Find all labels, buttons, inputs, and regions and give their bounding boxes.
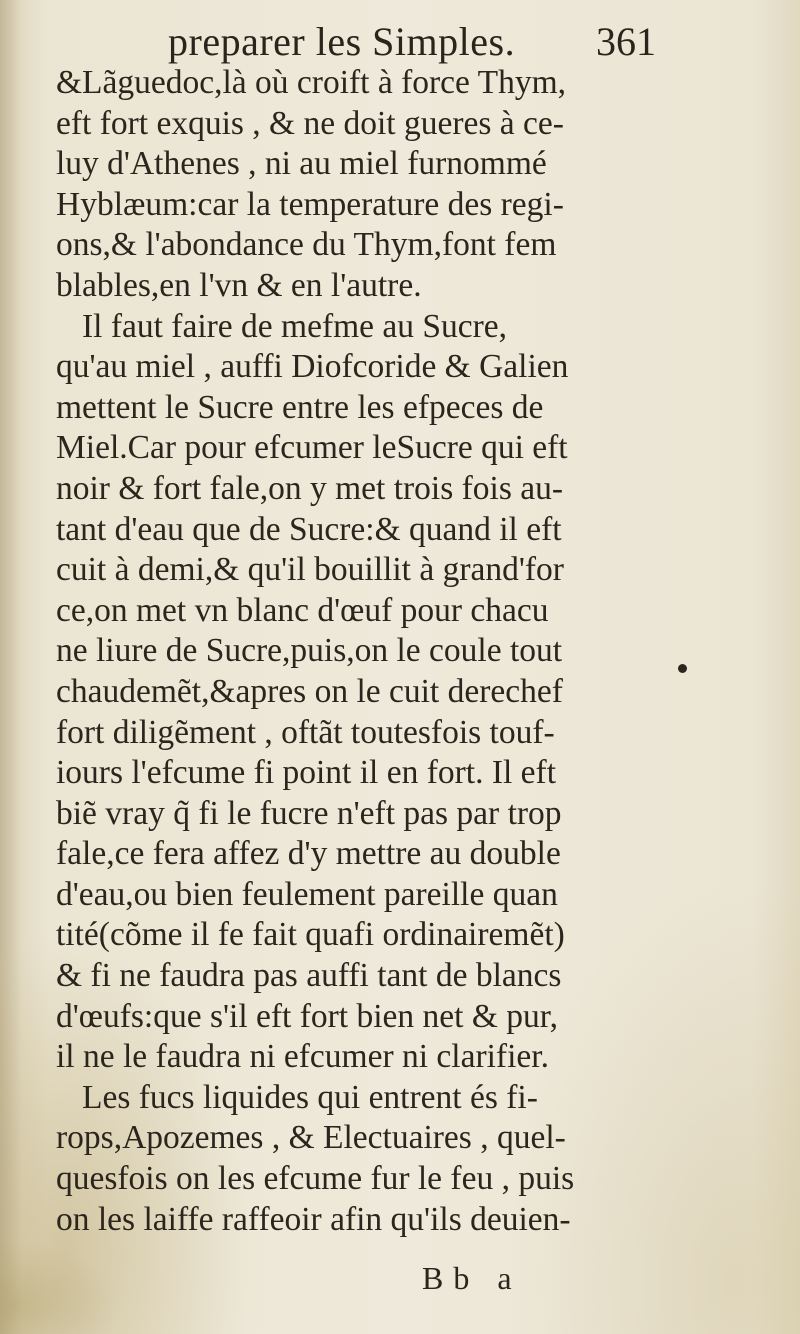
margin-ink-dot [678,664,687,673]
text-line: fale,ce fera affez d'y mettre au double [56,835,561,873]
text-line: blables,en l'vn & en l'autre. [56,266,422,304]
text-line: d'œufs:que s'il eft fort bien net & pur, [56,997,558,1035]
text-line: mettent le Sucre entre les efpeces de [56,388,544,426]
text-line: & fi ne faudra pas auffi tant de blancs [56,957,562,995]
text-line: chaudemẽt,&apres on le cuit derechef [56,672,563,710]
text-line: quesfois on les efcume fur le feu , puis [56,1160,575,1198]
text-line: il ne le faudra ni efcumer ni clarifier. [56,1038,549,1076]
text-line: d'eau,ou bien feulement pareille quan [56,875,558,913]
text-line: &Lãguedoc,là où croift à force Thym, [56,64,567,101]
paragraph-start-line: Les fucs liquides qui entrent és fi- [82,1078,538,1116]
text-line: on les laiffe raffeoir afin qu'ils deuien- [56,1200,571,1238]
text-line: Hyblæum:car la temperature des regi- [56,185,564,223]
text-line: Miel.Car pour efcumer leSucre qui eft [56,429,568,467]
text-line: noir & fort fale,on y met trois fois au- [56,469,564,507]
text-line: eft fort exquis , & ne doit gueres à ce- [56,104,564,142]
body-text [56,63,756,1240]
paragraph-start-line: Il faut faire de mefme au Sucre, [82,307,508,345]
page-number: 361 [596,19,656,64]
text-line: ce,on met vn blanc d'œuf pour chacu [56,591,549,629]
text-line: cuit à demi,& qu'il bouillit à grand'for [56,551,564,589]
text-line: tant d'eau que de Sucre:& quand il eft [56,510,562,548]
page-header [0,14,800,66]
text-line: ne liure de Sucre,puis,on le coule tout [56,632,563,670]
text-line: qu'au miel , auffi Diofcoride & Galien [56,348,569,386]
text-line: ons,& l'abondance du Thym,font fem [56,226,557,264]
gutter-shadow [0,0,22,1334]
text-line: biẽ vray q̃ fi le fucre n'eft pas par trop [56,794,562,832]
paper-stain [0,1240,120,1334]
running-title: preparer les Simples. [168,19,516,64]
text-line: tité(cõme il fe fait quafi ordinairemẽt) [56,916,565,954]
text-line: fort diligẽment , oftãt toutesfois touf- [56,713,555,751]
text-line: iours l'efcume fi point il en fort. Il eft [56,754,557,792]
text-line: rops,Apozemes , & Electuaires , quel- [56,1119,566,1157]
text-line: luy d'Athenes , ni au miel furnommé [56,145,547,183]
signature-mark: Bb a [422,1260,522,1296]
